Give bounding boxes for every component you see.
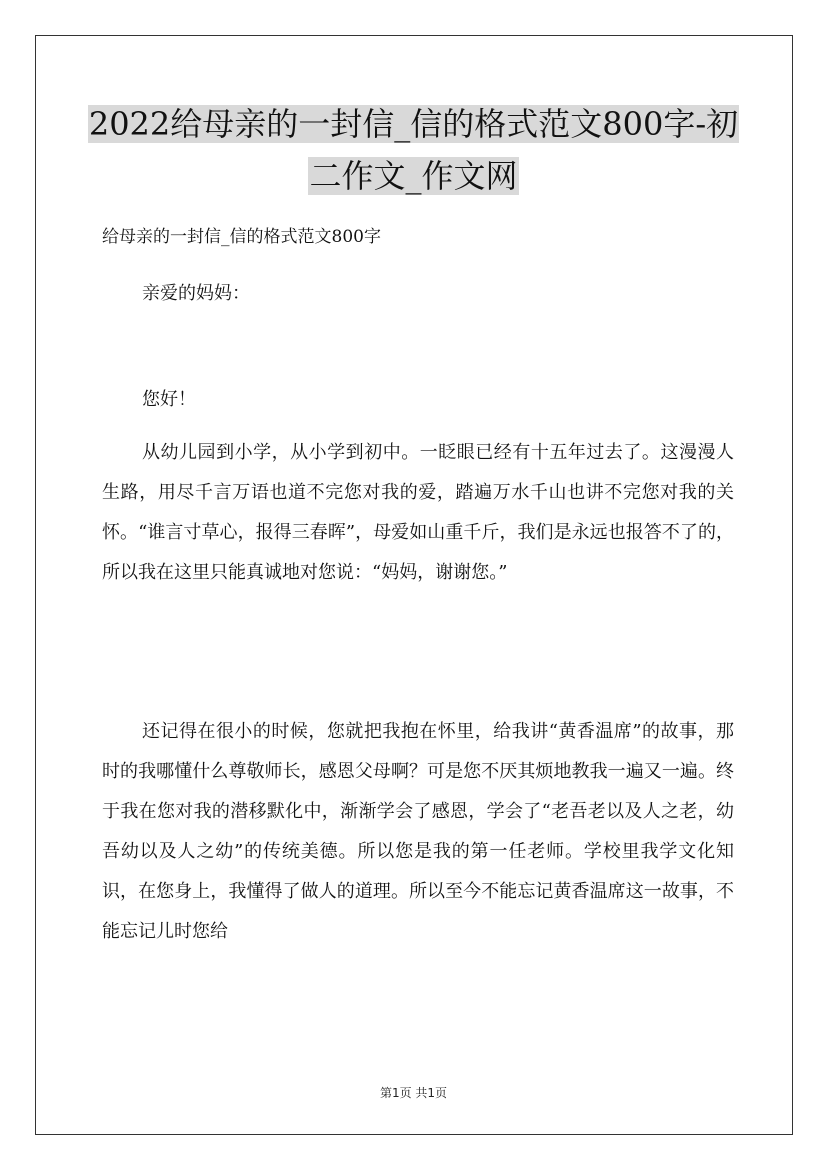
- salutation: 亲爱的妈妈：: [142, 283, 250, 304]
- body-paragraph-2: 还记得在很小的时候，您就把我抱在怀里，给我讲“黄香温席”的故事，那时的我哪懂什么尊敬师长，感恩父母啊？可是您不厌其烦地教我一遍又一遍。终于我在您对我的潜移默化中，渐渐学会了感恩，学会了“老吾老以及人之老，幼吾幼以及人之幼”的传统美德。所以您是我的第一任老师。学校里我学文化知识，在您身上，我懂得了做人的道理。所以至今不能忘记黄香温席这一故事，不能忘记儿时您给: [102, 721, 734, 942]
- title-line-2: 二作文_作文网: [309, 157, 518, 195]
- page-footer: 第1页 共1页: [379, 1086, 448, 1100]
- document-title: [60, 98, 767, 202]
- body-paragraph-1: 从幼儿园到小学，从小学到初中。一眨眼已经有十五年过去了。这漫漫人生路，用尽千言万语也道不完您对我的爱，踏遍万水千山也讲不完您对我的关怀。“谁言寸草心，报得三春晖”，母爱如山重千斤，我们是永远也报答不了的，所以我在这里只能真诚地对您说：“妈妈，谢谢您。”: [102, 442, 734, 583]
- greeting: 您好！: [142, 389, 196, 410]
- title-line-1: 2022给母亲的一封信_信的格式范文800字-初: [88, 105, 739, 143]
- document-subtitle: 给母亲的一封信_信的格式范文800字: [102, 227, 381, 247]
